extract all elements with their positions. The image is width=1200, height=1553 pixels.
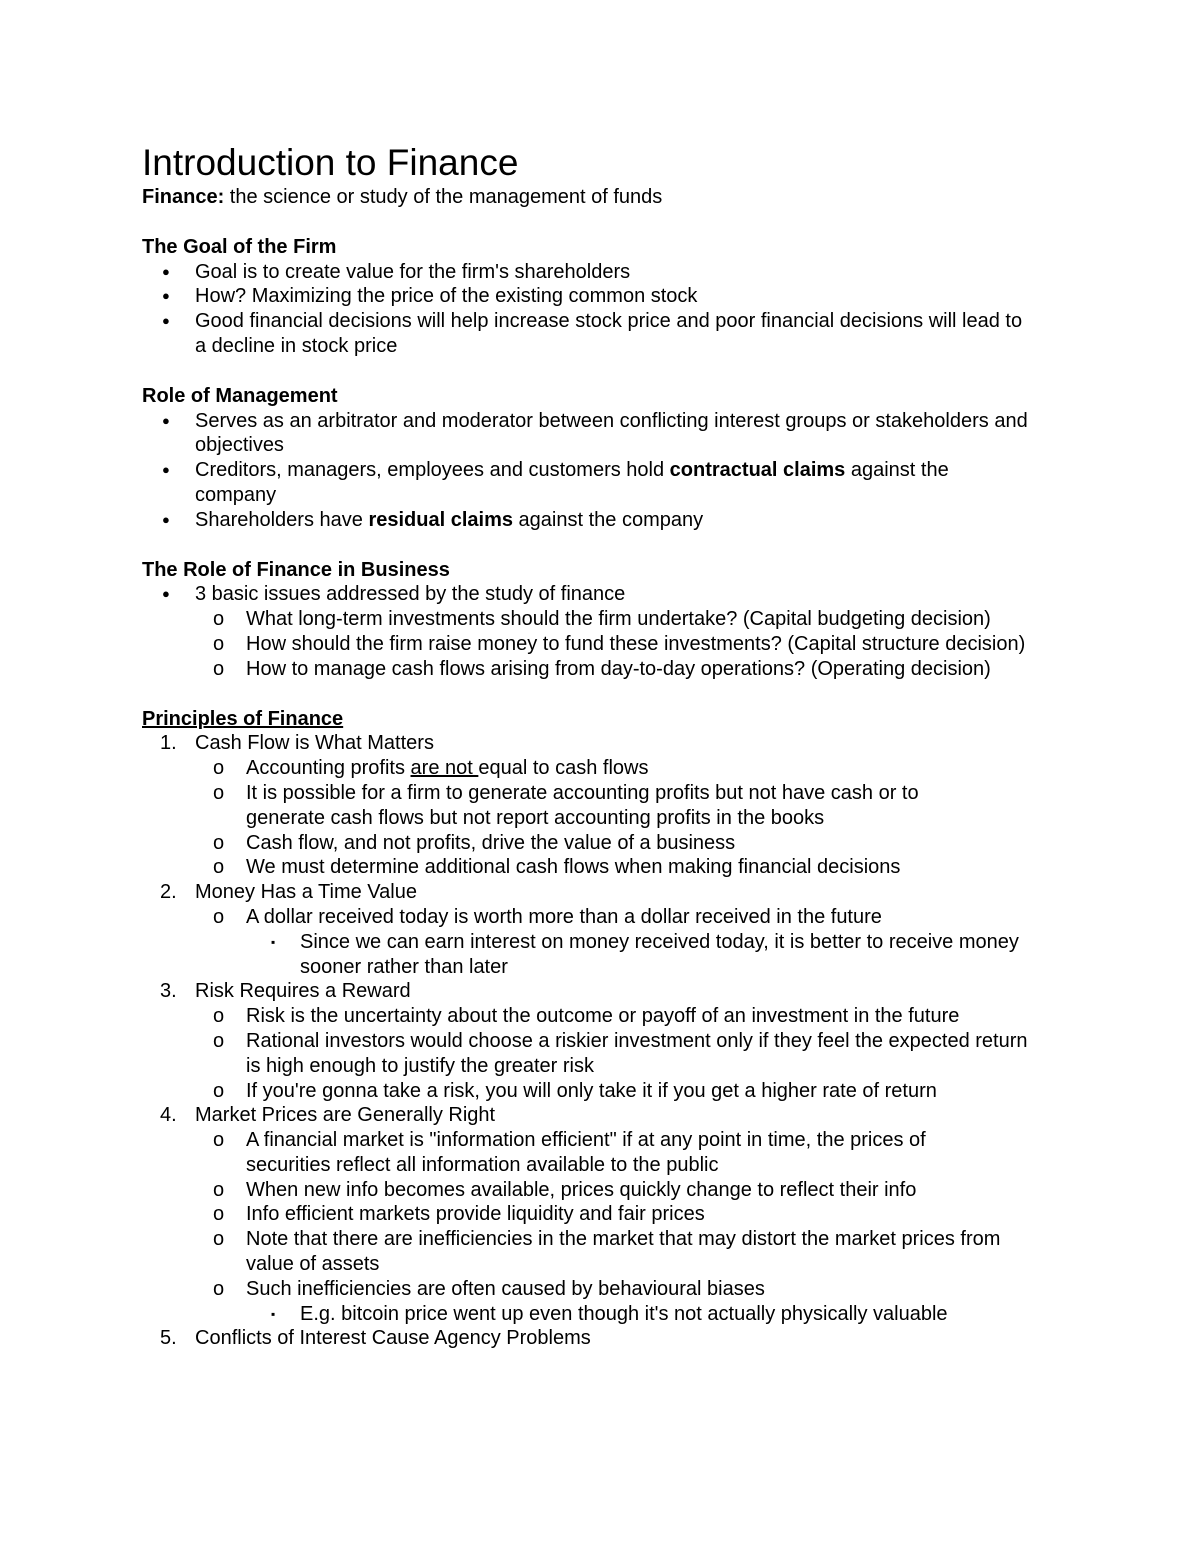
item-text: Risk is the uncertainty about the outcome or payoff of an investment in the future: [246, 1005, 960, 1028]
sub-list-item: [142, 1079, 1200, 1104]
business-heading: The Role of Finance in Business: [142, 558, 450, 581]
principle-item: [142, 1103, 1200, 1128]
principle-item: [142, 880, 1200, 905]
item-number: 2.: [160, 881, 177, 904]
management-heading: Role of Management: [142, 384, 338, 407]
o-bullet: o: [213, 608, 225, 631]
sub-sub-list-item: [142, 1302, 1200, 1327]
o-bullet: o: [213, 1228, 225, 1251]
list-item: [142, 458, 1015, 508]
o-bullet: o: [213, 1079, 225, 1102]
item-text: Risk Requires a Reward: [195, 980, 411, 1003]
underlined-text: are not: [410, 757, 479, 780]
goal-heading: The Goal of the Firm: [142, 235, 337, 258]
o-bullet: o: [213, 632, 225, 655]
contractual-claims-term: contractual claims: [669, 459, 846, 482]
item-text: Conflicts of Interest Cause Agency Problems: [195, 1327, 591, 1350]
o-bullet: o: [213, 1203, 225, 1226]
sub-sub-list-item: [142, 930, 1020, 980]
finance-definition: [142, 185, 1200, 210]
page-title: Introduction to Finance: [142, 142, 519, 183]
item-text: Cash Flow is What Matters: [195, 732, 434, 755]
sub-list-item: [142, 1227, 1016, 1277]
item-text: Such inefficiencies are often caused by behavioural biases: [246, 1277, 765, 1300]
definition-text: the science or study of the management of funds: [224, 186, 663, 208]
sub-list-item: [142, 831, 1200, 856]
item-number: 3.: [160, 980, 177, 1003]
list-item: ● 3 basic issues addressed by the study of finance: [142, 582, 1200, 607]
sub-list-item: [142, 1277, 1200, 1302]
item-number: 1.: [160, 732, 177, 755]
item-text: Accounting profits: [246, 757, 411, 780]
item-text: equal to cash flows: [478, 757, 649, 780]
item-text: Note that there are inefficiencies in the market that may distort the market prices from value of assets: [246, 1228, 1001, 1276]
item-text: Market Prices are Generally Right: [195, 1104, 496, 1127]
list-item: ● How? Maximizing the price of the existing common stock: [142, 284, 1200, 309]
o-bullet: o: [213, 1005, 225, 1028]
item-text: How to manage cash flows arising from day-to-day operations? (Operating decision): [246, 657, 991, 680]
o-bullet: o: [213, 831, 225, 854]
definition-term: Finance:: [142, 186, 225, 208]
item-text: Shareholders have: [195, 508, 369, 531]
sub-list-item: [142, 1029, 1036, 1079]
sub-list-item: [142, 657, 1200, 682]
list-item: ● Goal is to create value for the firm's shareholders: [142, 260, 1200, 285]
item-text: How should the firm raise money to fund these investments? (Capital structure decision): [246, 632, 1026, 655]
sub-list-item: [142, 905, 1200, 930]
goal-list: [142, 260, 1200, 359]
item-text: Money Has a Time Value: [195, 881, 417, 904]
residual-claims-term: residual claims: [368, 508, 513, 531]
sub-list-item: [142, 1004, 1200, 1029]
square-bullet: ▪: [271, 934, 276, 949]
principle-item: [142, 731, 1200, 756]
item-text: A financial market is "information efficient" if at any point in time, the prices of securities reflect all information available to the public: [246, 1129, 926, 1176]
item-text: Creditors, managers, employees and customers hold: [195, 459, 670, 482]
o-bullet: o: [213, 1129, 225, 1152]
item-text: It is possible for a firm to generate accounting profits but not have cash or to generate cash flows but not report accounting profits in the books: [246, 781, 919, 829]
item-text: against the company: [512, 508, 704, 531]
o-bullet: o: [213, 657, 225, 680]
management-list: [142, 409, 1200, 533]
sub-list-item: [142, 855, 1200, 880]
item-text: What long-term investments should the firm undertake? (Capital budgeting decision): [246, 608, 991, 631]
principle-item: [142, 979, 1200, 1004]
item-text: Rational investors would choose a riskier investment only if they feel the expected return is high enough to justify the greater risk: [246, 1029, 1028, 1077]
item-text: If you're gonna take a risk, you will only take it if you get a higher rate of return: [246, 1079, 937, 1102]
principles-list: [142, 731, 1200, 1351]
principles-heading: Principles of Finance: [142, 707, 344, 730]
o-bullet: o: [213, 757, 225, 780]
item-number: 4.: [160, 1104, 177, 1127]
item-text: Info efficient markets provide liquidity and fair prices: [246, 1203, 705, 1226]
sub-list-item: [142, 632, 1026, 657]
sub-list-item: [142, 1128, 991, 1178]
square-bullet: ▪: [271, 1306, 276, 1321]
sub-list-item: [142, 756, 1200, 781]
item-text: We must determine additional cash flows when making financial decisions: [246, 856, 901, 879]
item-text: E.g. bitcoin price went up even though it's not actually physically valuable: [300, 1302, 948, 1325]
o-bullet: o: [213, 1277, 225, 1300]
list-item: ● Good financial decisions will help increase stock price and poor financial decisions will lead to a decline in stock price: [142, 309, 1025, 359]
item-number: 5.: [160, 1327, 177, 1350]
principle-item: [142, 1326, 1200, 1351]
item-text: Since we can earn interest on money received today, it is better to receive money sooner rather than later: [300, 930, 1019, 978]
sub-list-item: [142, 1178, 1200, 1203]
item-text: When new info becomes available, prices quickly change to reflect their info: [246, 1178, 917, 1201]
sub-list-item: [142, 607, 1200, 632]
o-bullet: o: [213, 905, 225, 928]
o-bullet: o: [213, 856, 225, 879]
item-text: A dollar received today is worth more than a dollar received in the future: [246, 905, 882, 928]
list-item: ● Serves as an arbitrator and moderator between conflicting interest groups or stakeholders and objectives: [142, 409, 1055, 459]
sub-list-item: [142, 781, 986, 831]
business-list: [142, 582, 1200, 681]
item-text: against the company: [195, 459, 949, 506]
list-item: [142, 508, 1200, 533]
o-bullet: o: [213, 1029, 225, 1052]
o-bullet: o: [213, 1178, 225, 1201]
o-bullet: o: [213, 781, 225, 804]
sub-list-item: [142, 1202, 1200, 1227]
item-text: Cash flow, and not profits, drive the value of a business: [246, 831, 736, 854]
